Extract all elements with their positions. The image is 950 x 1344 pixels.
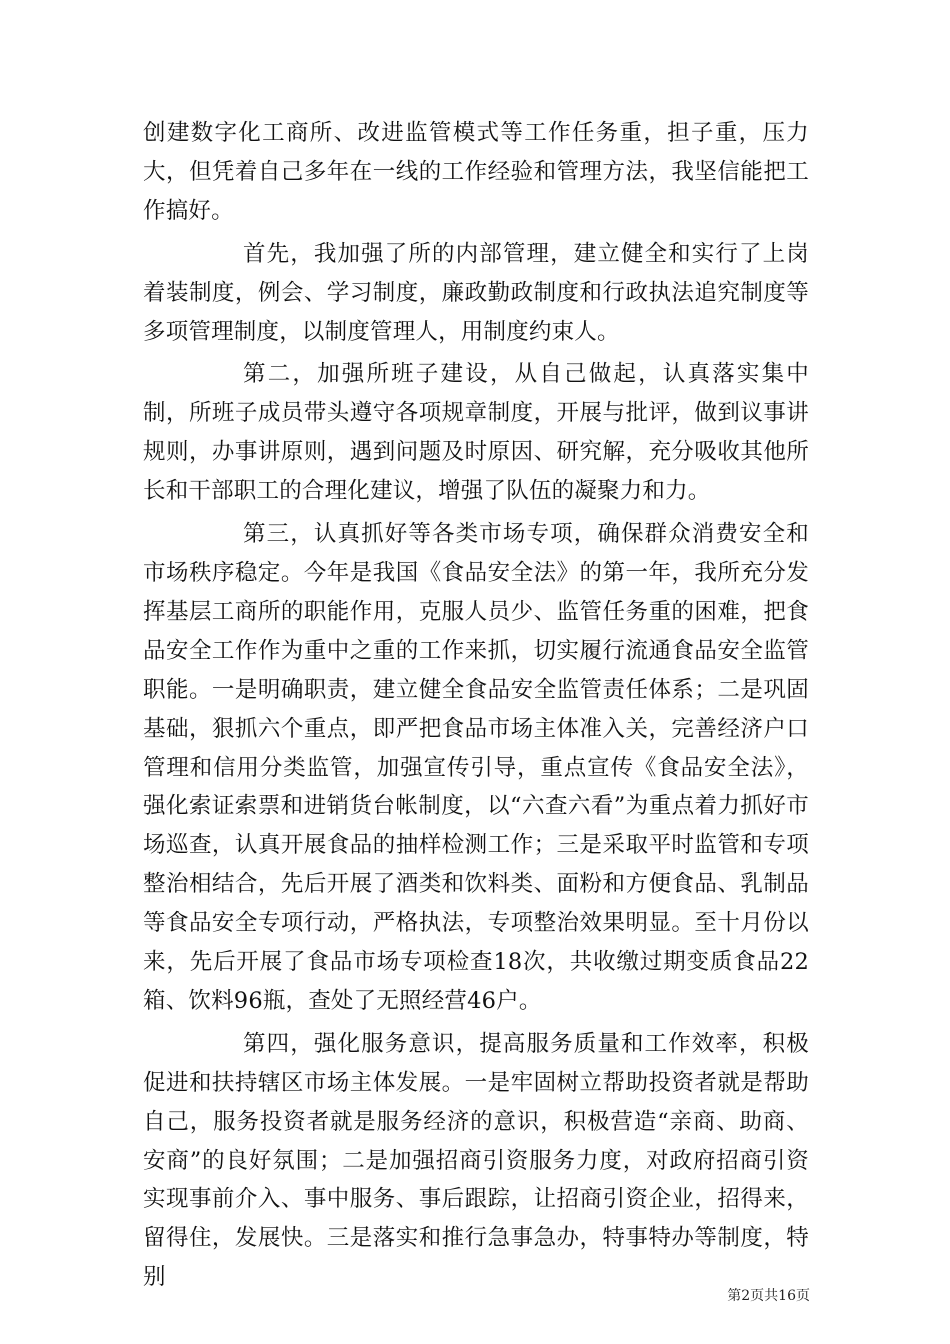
paragraph-third: 第三，认真抓好等各类市场专项，确保群众消费安全和市场秩序稳定。今年是我国《食品安全法》的第一年，我所充分发挥基层工商所的职能作用，克服人员少、监管任务重的困难，把食品安全工作作为重中之重的工作来抓，切实履行流通食品安全监管职能。一是明确职责，建立健全食品安全监管责任体系；二是巩固基础，狠抓六个重点，即严把食品市场主体准入关，完善经济户口管理和信用分类监管，加强宣传引导，重点宣传《食品安全法》，强化索证索票和进销货台帐制度，以“六查六看”为重点着力抓好市场巡查，认真开展食品的抽样检测工作；三是采取平时监管和专项整治相结合，先后开展了酒类和饮料类、面粉和方便食品、乳制品等食品安全专项行动，严格执法，专项整治效果明显。至十月份以来，先后开展了食品市场专项检查18次，共收缴过期变质食品22箱、饮料96瓶，查处了无照经营46户。 [143, 521, 809, 1014]
paragraph-fourth: 第四，强化服务意识，提高服务质量和工作效率，积极促进和扶持辖区市场主体发展。一是牢固树立帮助投资者就是帮助自己，服务投资者就是服务经济的意识，积极营造“亲商、助商、安商”的良好氛围；二是加强招商引资服务力度，对政府招商引资实现事前介入、事中服务、事后跟踪，让招商引资企业，招得来，留得住，发展快。三是落实和推行急事急办，特事特办等制度，特别 [143, 1030, 809, 1291]
paragraph-first: 首先，我加强了所的内部管理，建立健全和实行了上岗着装制度，例会、学习制度，廉政勤政制度和行政执法追究制度等多项管理制度，以制度管理人，用制度约束人。 [143, 240, 809, 345]
paragraph-second: 第二，加强所班子建设，从自己做起，认真落实集中制，所班子成员带头遵守各项规章制度，开展与批评，做到议事讲规则，办事讲原则，遇到问题及时原因、研究解，充分吸收其他所长和干部职工的合理化建议，增强了队伍的凝聚力和力。 [143, 361, 809, 505]
page-number: 第2页共16页 [727, 1288, 810, 1304]
paragraph-intro: 创建数字化工商所、改进监管模式等工作任务重，担子重，压力大，但凭着自己多年在一线的工作经验和管理方法，我坚信能把工作搞好。 [143, 120, 809, 224]
document-body [143, 114, 809, 1297]
